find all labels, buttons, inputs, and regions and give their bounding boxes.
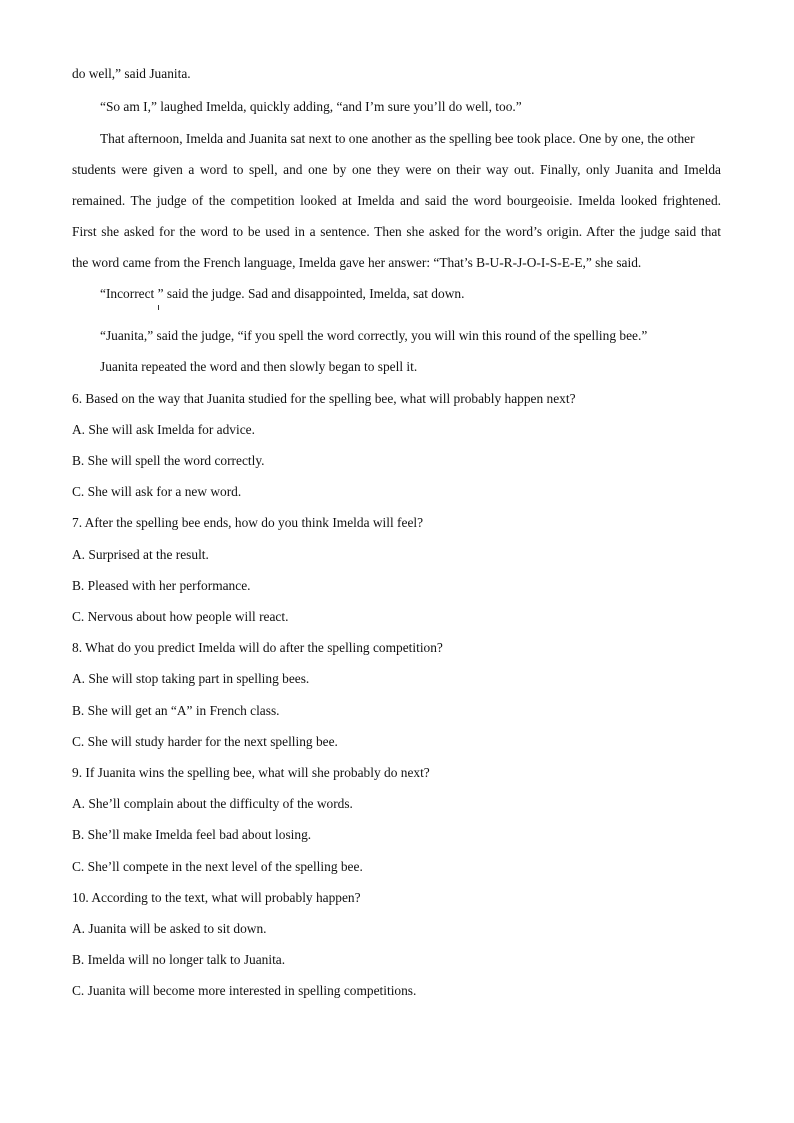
passage-line: “Incorrect ” said the judge. Sad and disappointed, Imelda, sat down. [100,286,465,301]
question-stem: 8. What do you predict Imelda will do after the spelling competition? [72,640,443,655]
answer-option: B. Imelda will no longer talk to Juanita. [72,952,286,967]
answer-option: C. Nervous about how people will react. [72,609,289,624]
answer-option: B. She will spell the word correctly. [72,453,265,468]
passage-line: First she asked for the word to be used in a sentence. Then she asked for the word’s origin. After the judge said that [72,224,721,239]
answer-option: B. She will get an “A” in French class. [72,703,280,718]
stray-mark [158,305,159,310]
answer-option: A. She will stop taking part in spelling bees. [72,671,310,686]
passage-line: “So am I,” laughed Imelda, quickly adding, “and I’m sure you’ll do well, too.” [100,99,522,114]
passage-line: students were given a word to spell, and one by one they were on their way out. Finally, only Juanita and Imelda [72,162,721,177]
passage-line: do well,” said Juanita. [72,66,191,81]
answer-option: A. She will ask Imelda for advice. [72,422,255,437]
question-stem: 7. After the spelling bee ends, how do you think Imelda will feel? [72,515,424,530]
answer-option: C. She’ll compete in the next level of the spelling bee. [72,859,363,874]
question-stem: 10. According to the text, what will probably happen? [72,890,361,905]
passage-line: “Juanita,” said the judge, “if you spell the word correctly, you will win this round of the spelling bee.” [100,328,648,343]
answer-option: B. Pleased with her performance. [72,578,251,593]
answer-option: A. Juanita will be asked to sit down. [72,921,267,936]
answer-option: A. Surprised at the result. [72,547,209,562]
answer-option: A. She’ll complain about the difficulty of the words. [72,796,353,811]
question-stem: 6. Based on the way that Juanita studied for the spelling bee, what will probably happen next? [72,391,576,406]
passage-line: remained. The judge of the competition looked at Imelda and said the word bourgeoisie. Imelda looked frightened. [72,193,721,208]
answer-option: C. She will ask for a new word. [72,484,242,499]
passage-line: the word came from the French language, Imelda gave her answer: “That’s B-U-R-J-O-I-S-E-E,” she said. [72,255,642,270]
answer-option: B. She’ll make Imelda feel bad about losing. [72,827,312,842]
answer-option: C. She will study harder for the next spelling bee. [72,734,338,749]
question-stem: 9. If Juanita wins the spelling bee, what will she probably do next? [72,765,430,780]
passage-line: That afternoon, Imelda and Juanita sat next to one another as the spelling bee took place. One by one, the other [100,131,695,146]
answer-option: C. Juanita will become more interested in spelling competitions. [72,983,417,998]
passage-line: Juanita repeated the word and then slowly began to spell it. [100,359,418,374]
